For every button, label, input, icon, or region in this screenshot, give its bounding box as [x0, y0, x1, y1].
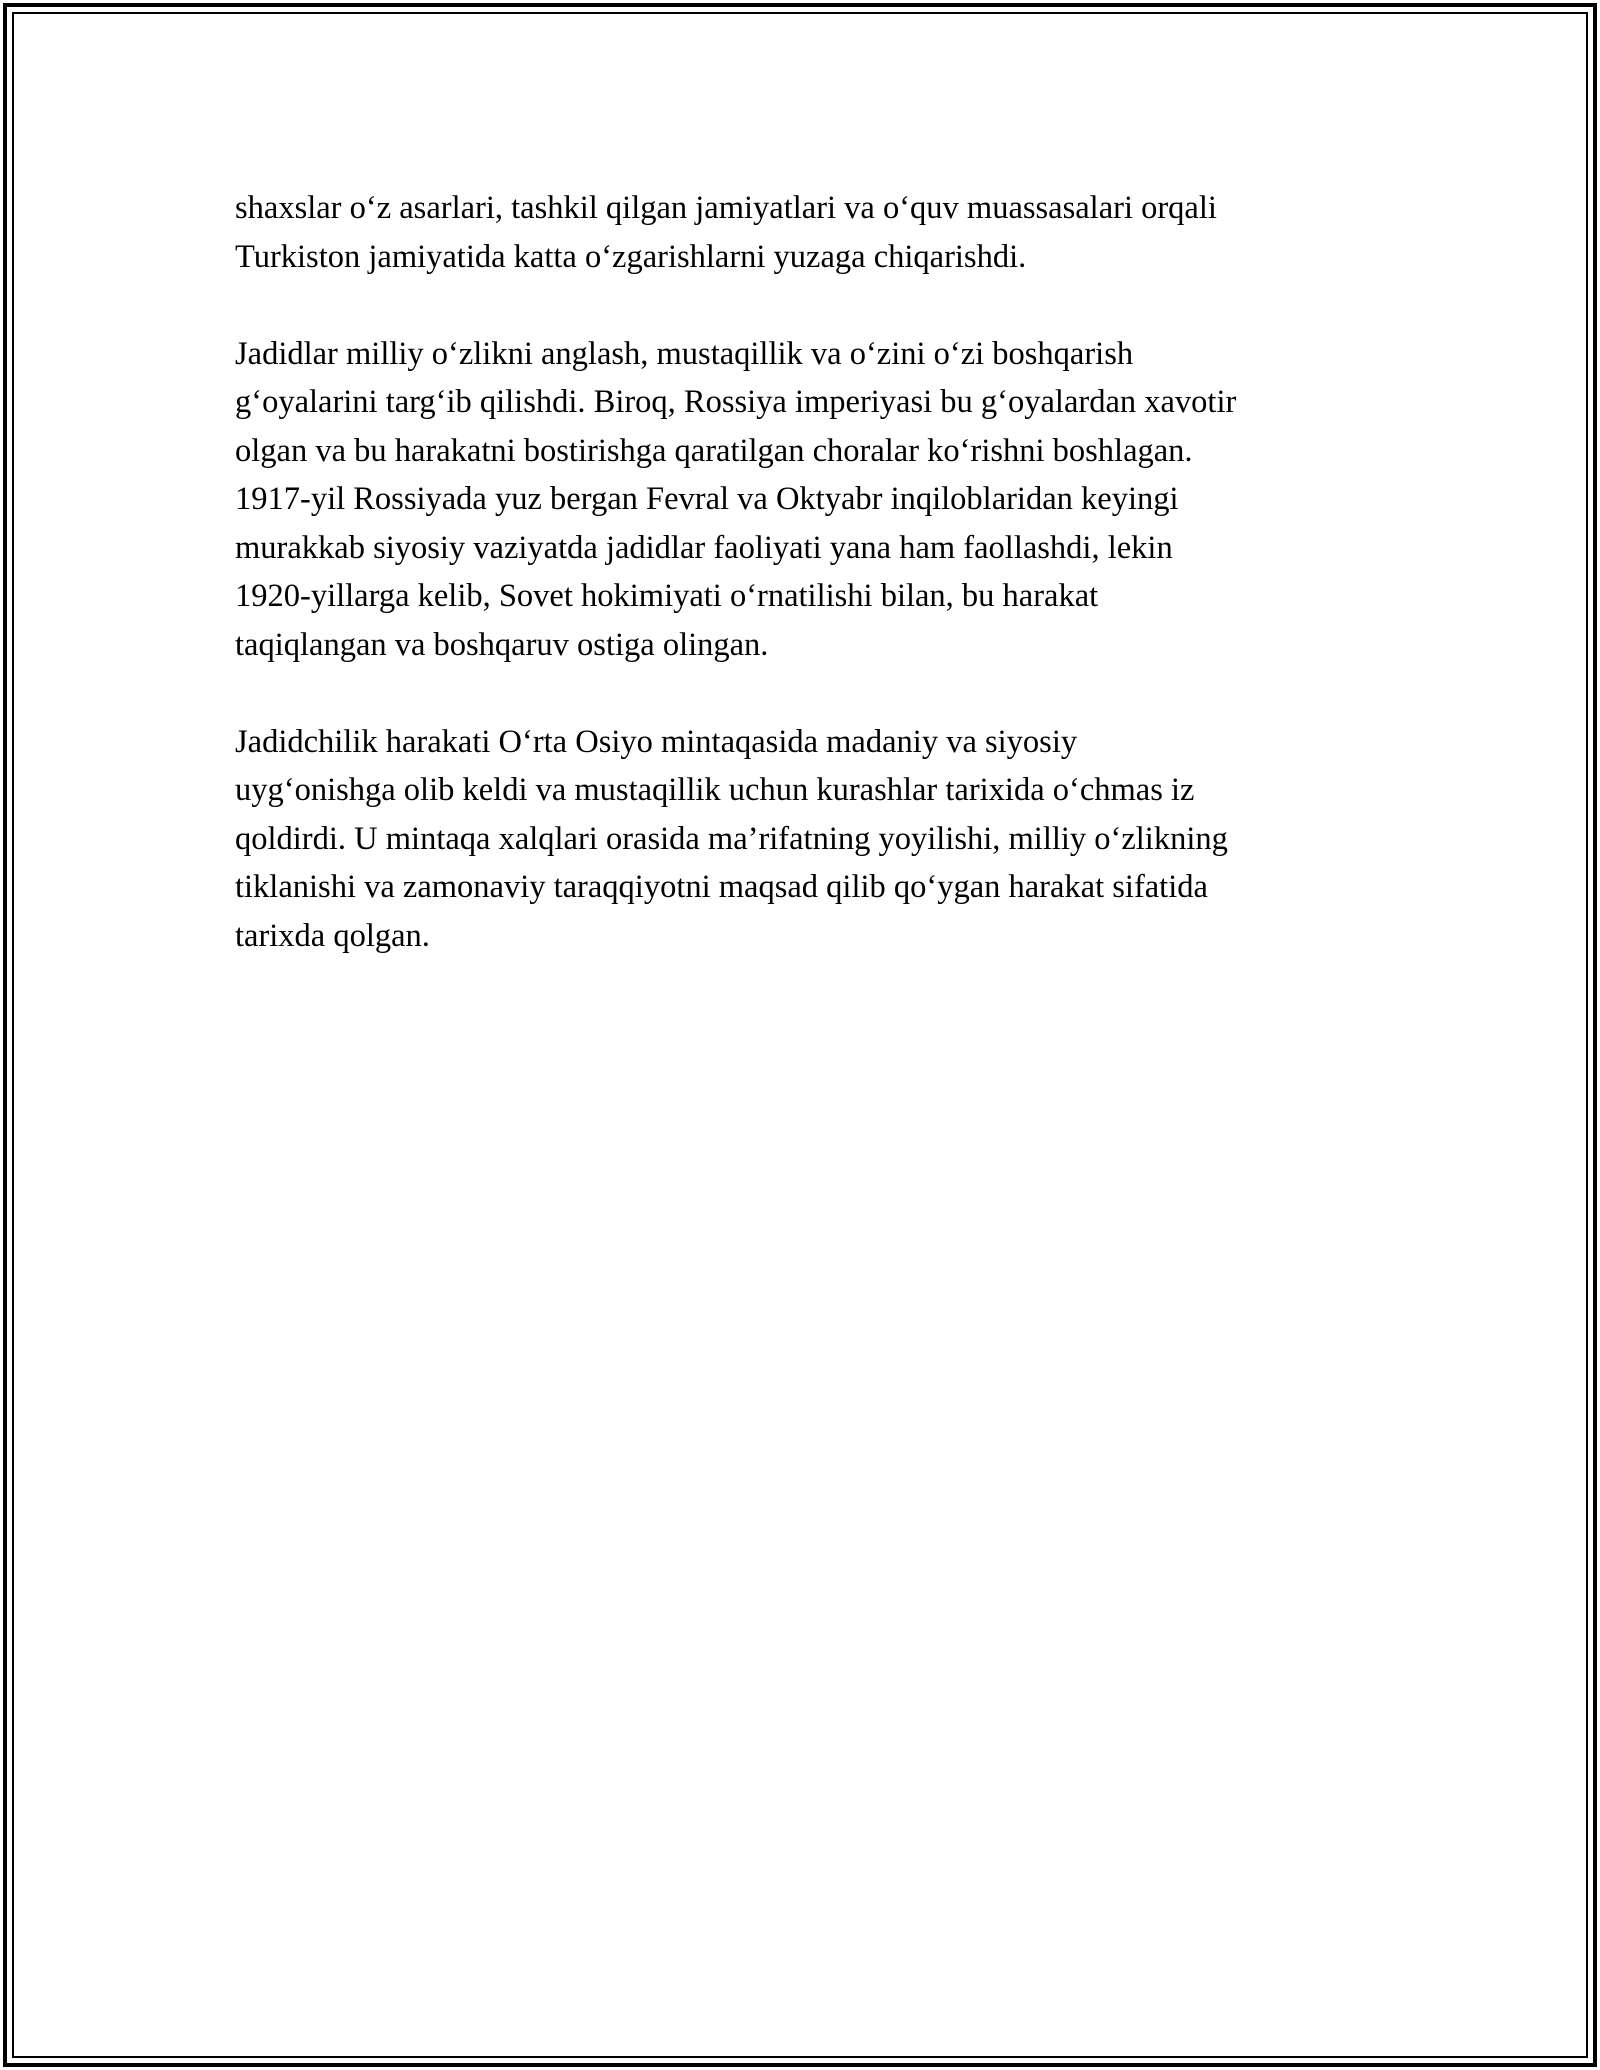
text-line: tiklanishi va zamonaviy taraqqiyotni maqsad qilib qo‘ygan harakat sifatida	[235, 869, 1208, 905]
paragraph-2	[235, 330, 1375, 670]
paragraph-1	[235, 184, 1375, 281]
text-line: murakkab siyosiy vaziyatda jadidlar faoliyati yana ham faollashdi, lekin	[235, 529, 1173, 566]
text-line: taqiqlangan va boshqaruv ostiga olingan.	[235, 626, 769, 663]
text-line: tarixda qolgan.	[235, 917, 430, 954]
text-line: Jadidlar milliy o‘zlikni anglash, mustaqillik va o‘zini o‘zi boshqarish	[235, 335, 1134, 372]
text-line: Turkiston jamiyatida katta o‘zgarishlarni yuzaga chiqarishdi.	[235, 238, 1027, 275]
text-line: Jadidchilik harakati O‘rta Osiyo mintaqasida madaniy va siyosiy	[235, 723, 1078, 760]
text-line: g‘oyalarini targ‘ib qilishdi. Biroq, Rossiya imperiyasi bu g‘oyalardan xavotir	[235, 384, 1237, 420]
text-line: qoldirdi. U mintaqa xalqlari orasida ma’rifatning yoyilishi, milliy o‘zlikning	[235, 820, 1228, 857]
text-line: shaxslar o‘z asarlari, tashkil qilgan jamiyatlari va o‘quv muassasalari orqali	[235, 190, 1217, 226]
paragraph-3	[235, 718, 1375, 961]
document-body	[235, 184, 1375, 1009]
text-line: 1920-yillarga kelib, Sovet hokimiyati o‘rnatilishi bilan, bu harakat	[235, 578, 1099, 614]
text-line: 1917-yil Rossiyada yuz bergan Fevral va Oktyabr inqiloblaridan keyingi	[235, 481, 1179, 517]
text-line: olgan va bu harakatni bostirishga qaratilgan choralar ko‘rishni boshlagan.	[235, 432, 1193, 469]
text-line: uyg‘onishga olib keldi va mustaqillik uchun kurashlar tarixida o‘chmas iz	[235, 772, 1195, 808]
